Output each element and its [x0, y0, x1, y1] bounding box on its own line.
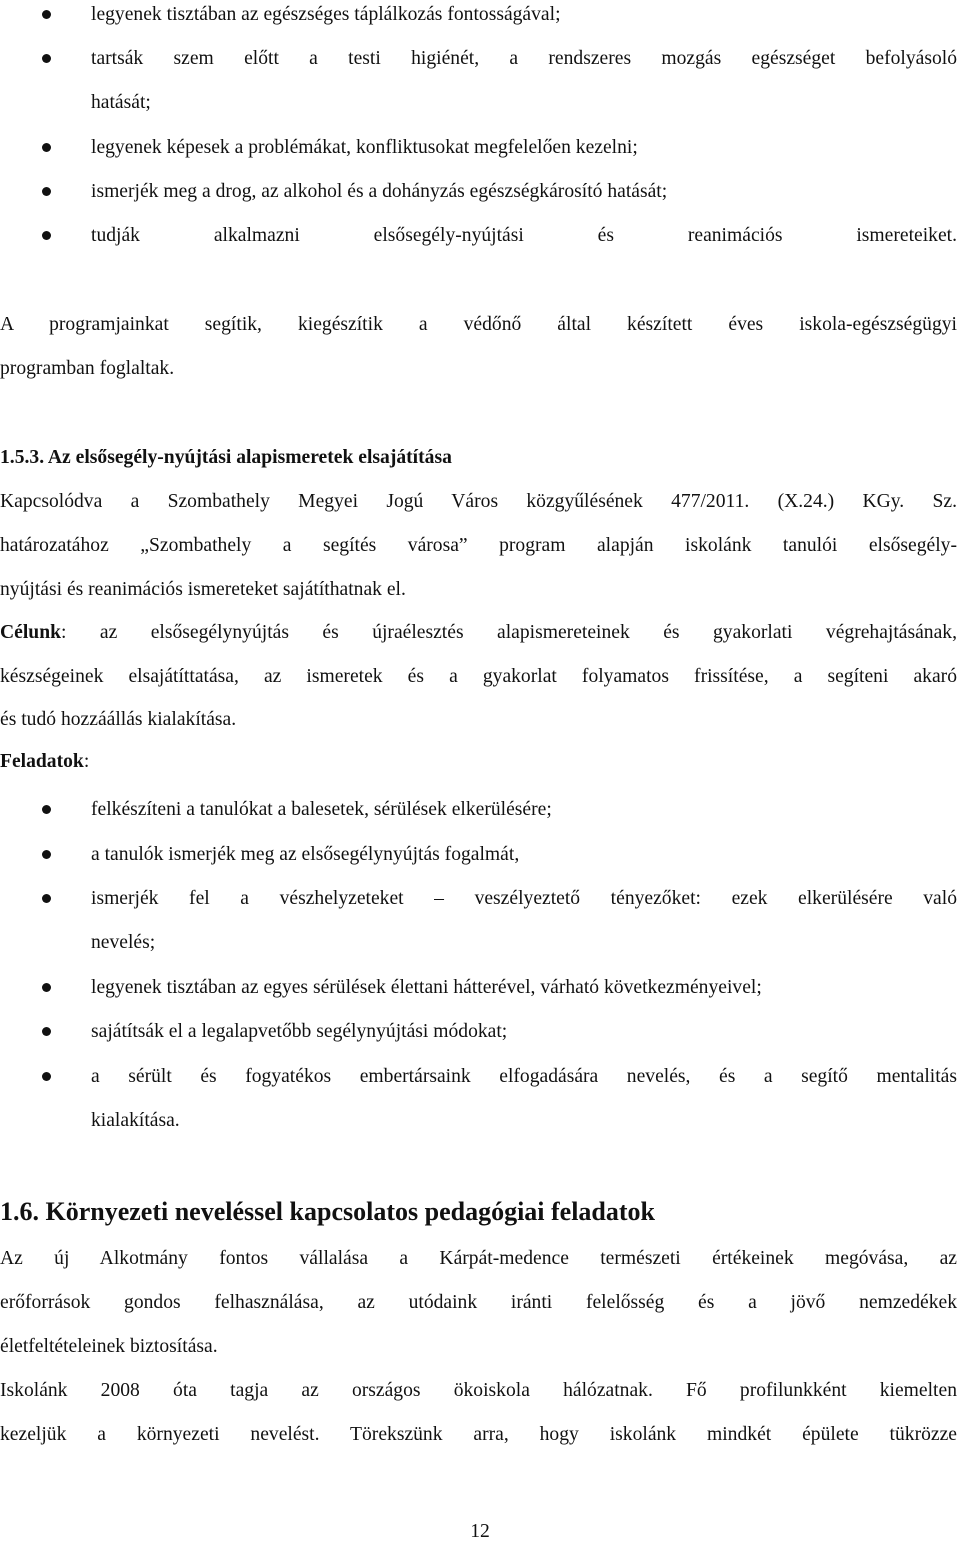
bullet-icon [42, 10, 51, 19]
list-item: ismerjék meg a drog, az alkohol és a dohányzás egészségkárosító hatását; [91, 181, 668, 202]
paragraph-line: életfeltételeinek biztosítása. [0, 1336, 218, 1357]
tasks-colon: : [83, 751, 90, 772]
paragraph-line: készségeinek elsajátíttatása, az ismeretek és a gyakorlat folyamatos frissítése, a segíteni akaró [0, 666, 957, 687]
list-item: a tanulók ismerjék meg az elsősegélynyújtás fogalmát, [91, 844, 520, 865]
page-number: 12 [470, 1521, 490, 1542]
paragraph-line: programban foglaltak. [0, 358, 175, 379]
bullet-icon [42, 983, 51, 992]
paragraph-line: kezeljük a környezeti nevelést. Törekszünk arra, hogy iskolánk mindkét épülete tükrözze [0, 1424, 957, 1445]
bullet-icon [42, 850, 51, 859]
list-item: legyenek tisztában az egészséges táplálkozás fontosságával; [91, 4, 561, 25]
bullet-icon [42, 143, 51, 152]
list-item: legyenek tisztában az egyes sérülések élettani hátterével, várható következményeivel; [91, 977, 762, 998]
bullet-icon [42, 54, 51, 63]
section-heading: 1.5.3. Az elsősegély-nyújtási alapismeretek elsajátítása [0, 447, 452, 468]
list-item-continuation: kialakítása. [91, 1110, 180, 1131]
list-item: felkészíteni a tanulókat a balesetek, sérülések elkerülésére; [91, 799, 552, 820]
list-item-continuation: hatását; [91, 92, 151, 113]
paragraph-line: Kapcsolódva a Szombathely Megyei Jogú Város közgyűlésének 477/2011. (X.24.) KGy. Sz. [0, 491, 957, 512]
tasks-label: Feladatok [0, 751, 84, 772]
paragraph-line: és tudó hozzáállás kialakítása. [0, 709, 237, 730]
goal-line [0, 621, 957, 645]
tasks-line [0, 750, 957, 774]
list-item-continuation: nevelés; [91, 932, 156, 953]
bullet-icon [42, 231, 51, 240]
paragraph-line: nyújtási és reanimációs ismereteket sajátíthatnak el. [0, 579, 406, 600]
bullet-icon [42, 805, 51, 814]
paragraph-line: Az új Alkotmány fontos vállalása a Kárpát-medence természeti értékeinek megóvása, az [0, 1248, 957, 1269]
paragraph-line: Iskolánk 2008 óta tagja az országos ökoiskola hálózatnak. Fő profilunkként kiemelten [0, 1380, 957, 1401]
bullet-icon [42, 187, 51, 196]
paragraph-line: erőforrások gondos felhasználása, az utódaink iránti felelősség és a jövő nemzedékek [0, 1292, 957, 1313]
list-item: legyenek képesek a problémákat, konfliktusokat megfelelően kezelni; [91, 137, 638, 158]
list-item: ismerjék fel a vészhelyzeteket – veszélyeztető tényezőket: ezek elkerülésére való [91, 888, 957, 909]
section-heading: 1.6. Környezeti neveléssel kapcsolatos pedagógiai feladatok [0, 1197, 656, 1226]
list-item: a sérült és fogyatékos embertársaink elfogadására nevelés, és a segítő mentalitás [91, 1066, 957, 1087]
list-item: tudják alkalmazni elsősegély-nyújtási és reanimációs ismereteiket. [91, 225, 957, 246]
bullet-icon [42, 1072, 51, 1081]
bullet-icon [42, 1027, 51, 1036]
bullet-icon [42, 894, 51, 903]
list-item: sajátítsák el a legalapvetőbb segélynyújtási módokat; [91, 1021, 508, 1042]
list-item: tartsák szem előtt a testi higiénét, a rendszeres mozgás egészséget befolyásoló [91, 48, 957, 69]
paragraph-line: A programjainkat segítik, kiegészítik a védőnő által készített éves iskola-egészségügyi [0, 314, 957, 335]
paragraph-line: határozatához „Szombathely a segítés városa” program alapján iskolánk tanulói elsősegély- [0, 535, 957, 556]
goal-label: Célunk [0, 622, 61, 643]
goal-text: : az elsősegélynyújtás és újraélesztés alapismereteinek és gyakorlati végrehajtásának, [60, 622, 957, 643]
